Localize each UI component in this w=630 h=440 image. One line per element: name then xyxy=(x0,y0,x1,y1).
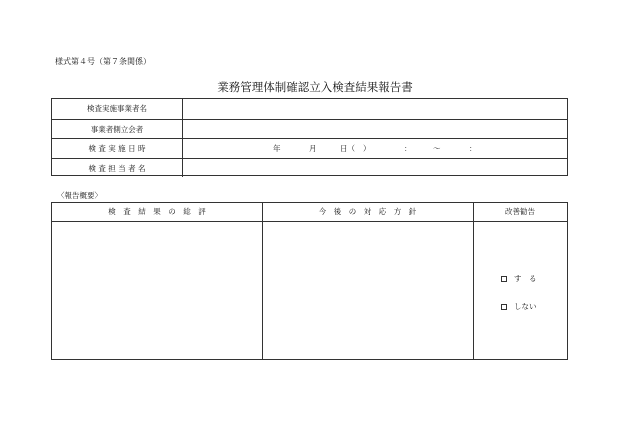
info-row-attendee xyxy=(52,119,567,139)
day-close-label: ） xyxy=(363,144,371,153)
recommend-yes-label: す る xyxy=(514,274,537,283)
response-header: 今 後 の 対 応 方 針 xyxy=(262,203,473,222)
year-label: 年 xyxy=(273,144,281,153)
recommend-yes-option[interactable] xyxy=(501,273,537,284)
business-name-label: 検査実施事業者名 xyxy=(52,99,183,119)
column-divider xyxy=(473,203,474,359)
evaluation-header: 検 査 結 果 の 総 評 xyxy=(52,203,262,222)
recommend-no-label: しない xyxy=(514,302,537,311)
time-range-tilde: ～ xyxy=(433,144,441,153)
column-divider xyxy=(262,203,263,359)
datetime-label: 検 査 実 施 日 時 xyxy=(52,139,183,158)
form-number: 様式第４号（第７条関係） xyxy=(55,57,151,66)
recommend-no-option[interactable] xyxy=(501,301,537,312)
info-row-datetime xyxy=(52,138,567,158)
recommend-no-checkbox[interactable] xyxy=(501,304,507,310)
start-time-colon: ： xyxy=(404,144,412,153)
section-label-summary: 〈報告概要〉 xyxy=(57,191,102,200)
month-label: 月 xyxy=(309,144,317,153)
recommend-yes-checkbox[interactable] xyxy=(501,276,507,282)
day-label: 日（ xyxy=(340,144,355,153)
recommendation-header: 改善勧告 xyxy=(473,203,567,222)
document-title: 業務管理体制確認立入検査結果報告書 xyxy=(217,80,413,94)
attendee-label: 事業者側立会者 xyxy=(52,120,183,139)
info-row-business-name xyxy=(52,99,567,119)
inspection-info-table xyxy=(51,98,568,176)
end-time-colon: ： xyxy=(469,144,477,153)
report-summary-table xyxy=(51,202,568,360)
inspector-label: 検 査 担 当 者 名 xyxy=(52,159,183,178)
info-row-inspector xyxy=(52,158,567,178)
